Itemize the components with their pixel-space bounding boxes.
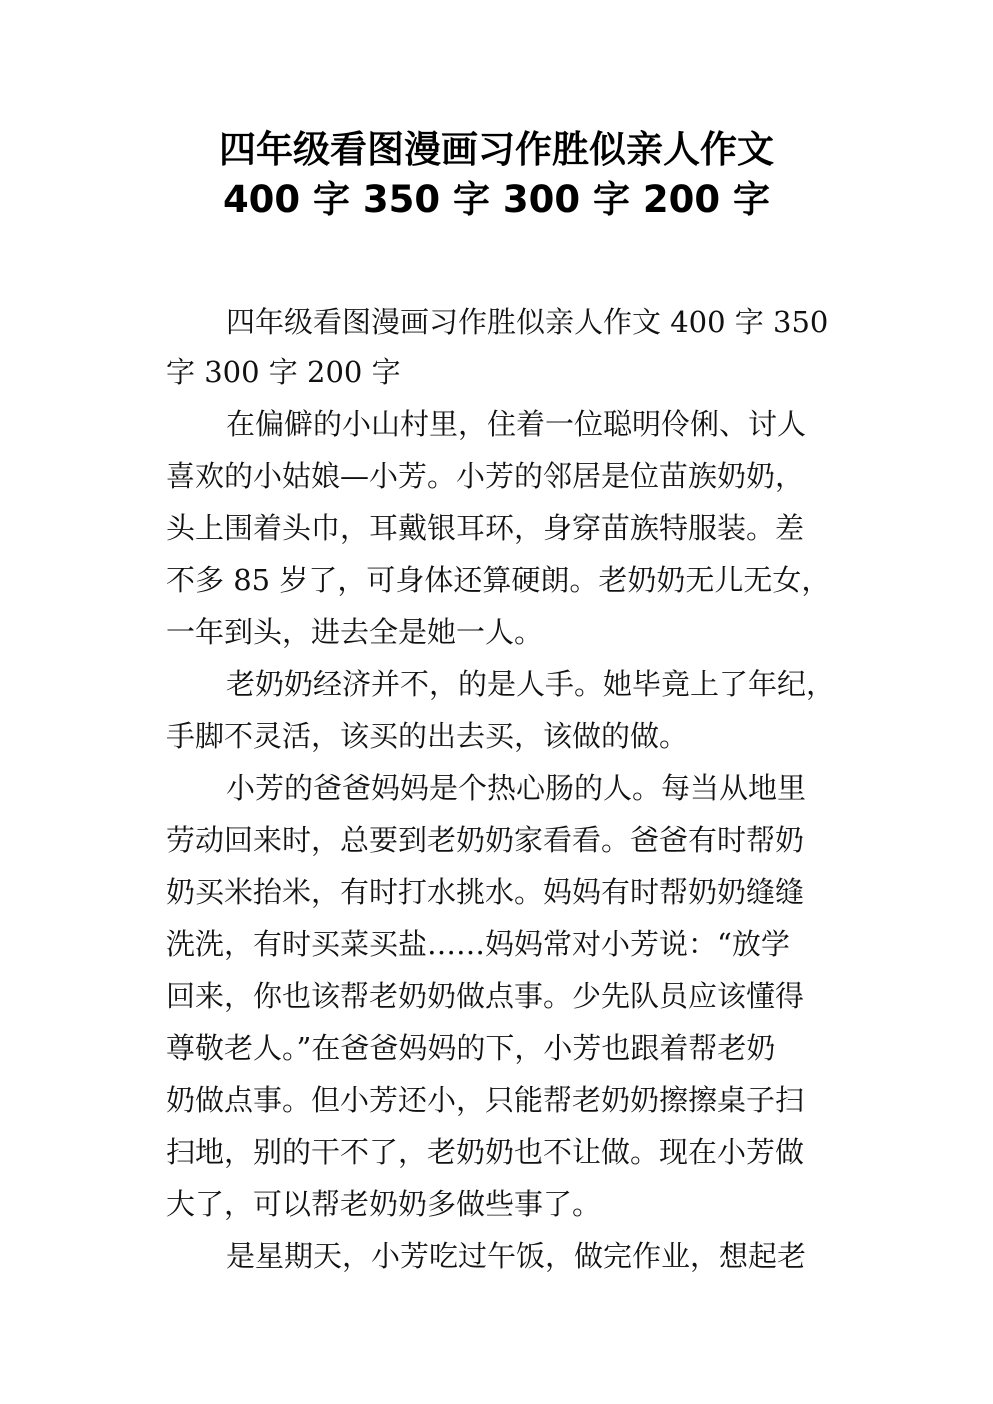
body-line: 一年到头，进去全是她一人。 (166, 615, 544, 649)
body-line: 是星期天，小芳吃过午饭，做完作业，想起老 (226, 1239, 807, 1273)
body-line: 大了，可以帮老奶奶多做些事了。 (166, 1187, 602, 1221)
body-line: 手脚不灵活，该买的出去买，该做的做。 (166, 719, 689, 753)
body-line: 洗洗，有时买菜买盐……妈妈常对小芳说：“放学 (166, 927, 790, 961)
body-line: 小芳的爸爸妈妈是个热心肠的人。每当从地里 (226, 771, 807, 805)
body-line: 在偏僻的小山村里，住着一位聪明伶俐、讨人 (226, 407, 807, 441)
body-line: 不多 85 岁了，可身体还算硬朗。老奶奶无儿无女， (166, 563, 831, 597)
body-line: 回来，你也该帮老奶奶做点事。少先队员应该懂得 (166, 979, 805, 1013)
body-line: 四年级看图漫画习作胜似亲人作文 400 字 350 (226, 305, 829, 339)
body-line: 劳动回来时，总要到老奶奶家看看。爸爸有时帮奶 (166, 823, 805, 857)
body-line: 头上围着头巾，耳戴银耳环，身穿苗族特服装。差 (166, 511, 805, 545)
body-line: 尊敬老人。”在爸爸妈妈的下，小芳也跟着帮老奶 (166, 1031, 776, 1065)
body-line: 老奶奶经济并不，的是人手。她毕竟上了年纪， (226, 667, 836, 701)
document-title-line-2: 400 字 350 字 300 字 200 字 (222, 178, 771, 221)
body-line: 喜欢的小姑娘—小芳。小芳的邻居是位苗族奶奶， (166, 459, 805, 493)
body-line: 扫地，别的干不了，老奶奶也不让做。现在小芳做 (166, 1135, 805, 1169)
document-title-line-1: 四年级看图漫画习作胜似亲人作文 (219, 128, 774, 171)
body-line: 奶买米抬米，有时打水挑水。妈妈有时帮奶奶缝缝 (166, 875, 805, 909)
body-line: 字 300 字 200 字 (166, 355, 401, 389)
body-line: 奶做点事。但小芳还小，只能帮老奶奶擦擦桌子扫 (166, 1083, 805, 1117)
